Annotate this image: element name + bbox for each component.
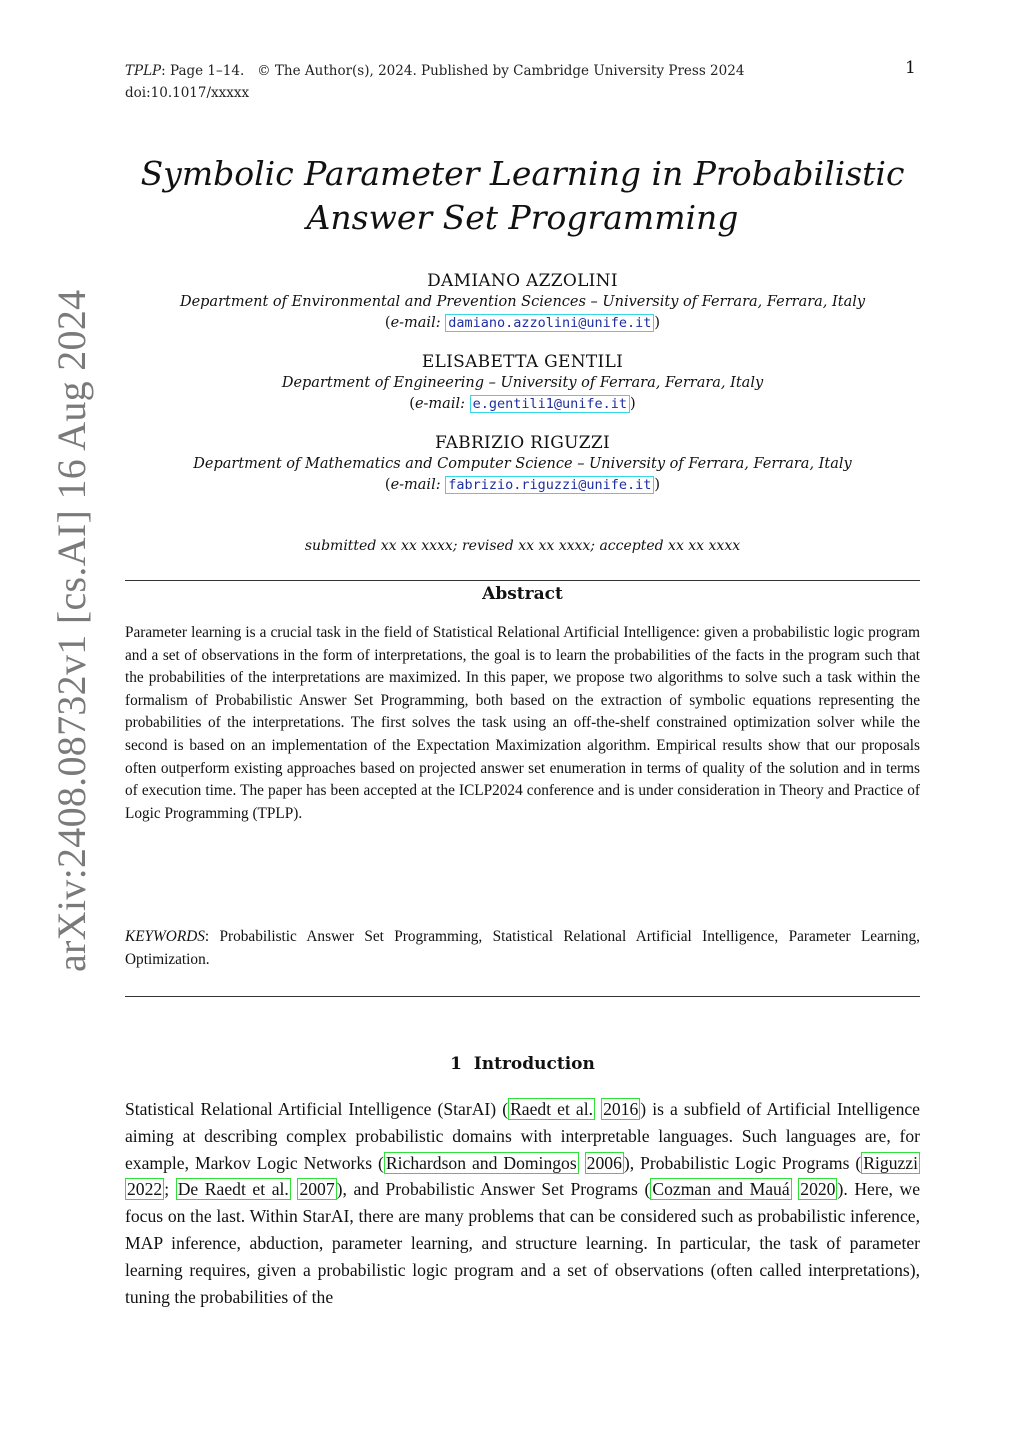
citation-link[interactable]: Cozman and Mauá [652,1179,790,1200]
email-label: e-mail: [390,477,441,493]
page-number: 1 [905,58,916,78]
author-email-link[interactable]: e.gentili1@unife.it [470,395,630,413]
running-header [125,60,744,104]
author-email-line: (e-mail: fabrizio.riguzzi@unife.it ) [384,477,661,493]
citation-year-link[interactable]: 2022 [127,1179,163,1200]
intro-text: ; [164,1179,176,1200]
citation-link[interactable]: De Raedt et al. [177,1179,289,1200]
citation-year-link[interactable]: 2016 [603,1099,639,1119]
author-name: FABRIZIO RIGUZZI [434,433,611,453]
author-email-line: (e-mail: e.gentili1@unife.it ) [409,396,636,412]
author-affiliation: Department of Mathematics and Computer Science – University of Ferrara, Ferrara, Italy [193,456,852,472]
author-name: DAMIANO AZZOLINI [427,271,618,291]
author-affiliation: Department of Environmental and Prevention Sciences – University of Ferrara, Ferrara, Italy [179,294,866,310]
author-email-link[interactable]: damiano.azzolini@unife.it [445,314,654,332]
email-label: e-mail: [390,315,441,331]
author-block-1 [125,270,920,334]
intro-text: ), and Probabilistic Answer Set Programs ( [336,1179,651,1200]
submission-dates: submitted xx xx xxxx; revised xx xx xxxx; accepted xx xx xxxx [304,538,741,554]
citation-link[interactable]: Riguzzi [863,1152,919,1173]
abstract-top-rule [125,580,920,581]
keywords-label: KEYWORDS [125,928,205,945]
title-line-1: Symbolic Parameter Learning in Probabilistic [140,154,905,193]
email-label: e-mail: [414,396,465,412]
author-block-3 [125,432,920,496]
copyright-notice: © The Author(s), 2024. Published by Cambridge University Press 2024 [257,63,745,79]
author-email-link[interactable]: fabrizio.riguzzi@unife.it [445,476,654,494]
keywords [125,926,920,971]
paper-title [125,152,920,240]
intro-text: ), Probabilistic Logic Programs ( [623,1152,862,1173]
keywords-text: : Probabilistic Answer Set Programming, Statistical Relational Artificial Intelligence, Parameter Learning, Optimization. [125,928,920,968]
abstract-text: Parameter learning is a crucial task in the field of Statistical Relational Artificial Intelligence: given a probabilistic logic program and a set of observations in the form of interpretations, the goal is to learn the probabilities of the facts in the program such that the probabilities of the interpretations are maximized. In this paper, we propose two algorithms to solve such a task within the formalism of Probabilistic Answer Set Programming, both based on the extraction of symbolic equations representing the probabilities of the interpretations. The first solves the task using an off-the-shelf constrained optimization solver while the second is based on an implementation of the Expectation Maximization algorithm. Empirical results show that our proposals often outperform existing approaches based on projected answer set enumeration in terms of quality of the solution and in terms of execution time. The paper has been accepted at the ICLP2024 conference and is under consideration in Theory and Practice of Logic Programming (TPLP). [125,624,920,822]
journal-name: TPLP [125,63,162,79]
abstract-bottom-rule [125,996,920,997]
section-heading-introduction [125,1054,920,1074]
intro-text: ) is a subfield of Artificial Intelligence aiming at describing complex probabilistic domains with interpretable languages. Such languages are, for example, Markov Logic Networks ( [125,1099,920,1173]
author-email-line: (e-mail: damiano.azzolini@unife.it ) [384,315,661,331]
citation-link[interactable]: Raedt et al. [510,1099,594,1119]
section-title: Introduction [473,1054,595,1074]
citation-link[interactable]: Richardson and Domingos [385,1152,577,1173]
citation-year-link[interactable]: 2006 [586,1152,622,1173]
introduction-paragraph [125,1096,920,1310]
citation-year-link[interactable]: 2007 [299,1179,335,1200]
arxiv-identifier-stamp[interactable]: arXiv:2408.08732v1 [cs.AI] 16 Aug 2024 [49,289,94,972]
title-line-2: Answer Set Programming [306,198,739,237]
author-block-2 [125,351,920,415]
abstract-heading: Abstract [482,584,563,604]
doi[interactable]: doi:10.1017/xxxxx [125,85,250,101]
intro-text: Statistical Relational Artificial Intelligence (StarAI) ( [125,1099,509,1119]
author-name: ELISABETTA GENTILI [421,352,624,372]
intro-text: ). Here, we focus on the last. Within StarAI, there are many problems that can be considered such as probabilistic inference, MAP inference, abduction, parameter learning, and structure learning. In particular, the task of parameter learning requires, given a probabilistic logic program and a set of observations (often called interpretations), tuning the probabilities of the [125,1179,921,1307]
citation-year-link[interactable]: 2020 [800,1179,836,1200]
page-range: : Page 1–14. [161,63,245,79]
section-number: 1 [450,1054,462,1074]
author-affiliation: Department of Engineering – University of Ferrara, Ferrara, Italy [281,375,764,391]
